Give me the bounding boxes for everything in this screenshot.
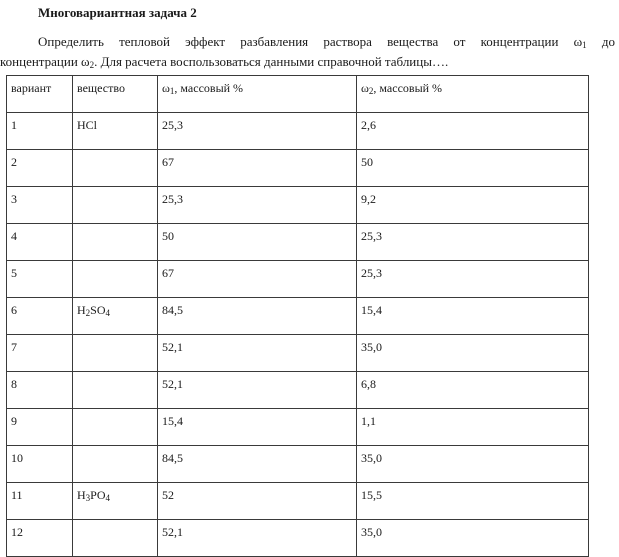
cell-omega-1: 52,1 xyxy=(158,335,357,372)
table-row xyxy=(7,113,589,150)
cell-variant: 2 xyxy=(7,150,73,187)
cell-variant: 1 xyxy=(7,113,73,150)
cell-omega-2: 1,1 xyxy=(357,409,589,446)
header-variant: вариант xyxy=(7,76,73,113)
cell-variant: 11 xyxy=(7,483,73,520)
cell-variant: 3 xyxy=(7,187,73,224)
header-omega-1: $\omega_1$, массовый % xyxy=(158,76,357,113)
cell-substance xyxy=(73,483,158,520)
table-row xyxy=(7,224,589,261)
table-header-row xyxy=(7,76,589,113)
cell-substance xyxy=(73,446,158,483)
table-row xyxy=(7,483,589,520)
cell-omega-1: 52,1 xyxy=(158,520,357,557)
omega-1-subscript: 1 xyxy=(582,40,587,50)
cell-substance xyxy=(73,187,158,224)
table-row xyxy=(7,520,589,557)
table-row xyxy=(7,298,589,335)
cell-variant: 9 xyxy=(7,409,73,446)
cell-substance xyxy=(73,335,158,372)
task-paragraph-line-1 xyxy=(0,32,615,52)
cell-omega-2: 50 xyxy=(357,150,589,187)
substance-formula: $H_2SO_4$ xyxy=(77,303,111,318)
cell-substance xyxy=(73,261,158,298)
cell-omega-1: 67 xyxy=(158,261,357,298)
line1-tail: до xyxy=(586,34,615,49)
line2-tail: . Для расчета воспользоваться данными справочной таблицы…. xyxy=(94,54,449,69)
cell-omega-1: 25,3 xyxy=(158,113,357,150)
table-row xyxy=(7,187,589,224)
table-row xyxy=(7,372,589,409)
cell-omega-1: 50 xyxy=(158,224,357,261)
header-omega-2: $\omega_2$, массовый % xyxy=(357,76,589,113)
cell-variant: 5 xyxy=(7,261,73,298)
omega-2-subscript: 2 xyxy=(89,60,95,70)
task-paragraph-line-2 xyxy=(0,52,615,72)
document-title: Многовариантная задача 2 xyxy=(38,5,197,20)
cell-omega-2: 15,4 xyxy=(357,298,589,335)
cell-omega-2: 25,3 xyxy=(357,224,589,261)
table-row xyxy=(7,150,589,187)
cell-substance: HCl xyxy=(73,113,158,150)
table-row xyxy=(7,335,589,372)
cell-substance xyxy=(73,150,158,187)
cell-substance xyxy=(73,520,158,557)
cell-omega-1: 84,5 xyxy=(158,446,357,483)
cell-substance xyxy=(73,224,158,261)
table-row xyxy=(7,261,589,298)
cell-omega-2: 6,8 xyxy=(357,372,589,409)
cell-omega-1: 84,5 xyxy=(158,298,357,335)
cell-substance xyxy=(73,372,158,409)
cell-variant: 7 xyxy=(7,335,73,372)
line2-text: концентрации ω xyxy=(0,54,90,69)
cell-omega-2: 15,5 xyxy=(357,483,589,520)
table-row xyxy=(7,446,589,483)
cell-omega-1: 52,1 xyxy=(158,372,357,409)
cell-omega-2: 35,0 xyxy=(357,446,589,483)
cell-variant: 12 xyxy=(7,520,73,557)
variants-table xyxy=(6,75,589,557)
header-substance: вещество xyxy=(73,76,158,113)
cell-omega-2: 25,3 xyxy=(357,261,589,298)
cell-omega-1: 52 xyxy=(158,483,357,520)
cell-substance xyxy=(73,409,158,446)
cell-omega-1: 67 xyxy=(158,150,357,187)
table-row xyxy=(7,409,589,446)
cell-omega-2: 9,2 xyxy=(357,187,589,224)
cell-variant: 4 xyxy=(7,224,73,261)
task-paragraph xyxy=(0,32,615,72)
cell-omega-1: 15,4 xyxy=(158,409,357,446)
cell-variant: 8 xyxy=(7,372,73,409)
cell-omega-2: 2,6 xyxy=(357,113,589,150)
cell-variant: 10 xyxy=(7,446,73,483)
cell-omega-2: 35,0 xyxy=(357,335,589,372)
cell-variant: 6 xyxy=(7,298,73,335)
cell-omega-1: 25,3 xyxy=(158,187,357,224)
cell-substance xyxy=(73,298,158,335)
substance-formula: $H_3PO_4$ xyxy=(77,488,111,503)
cell-omega-2: 35,0 xyxy=(357,520,589,557)
line1-text: Определить тепловой эффект разбавления раствора вещества от концентрации ω xyxy=(38,34,583,49)
